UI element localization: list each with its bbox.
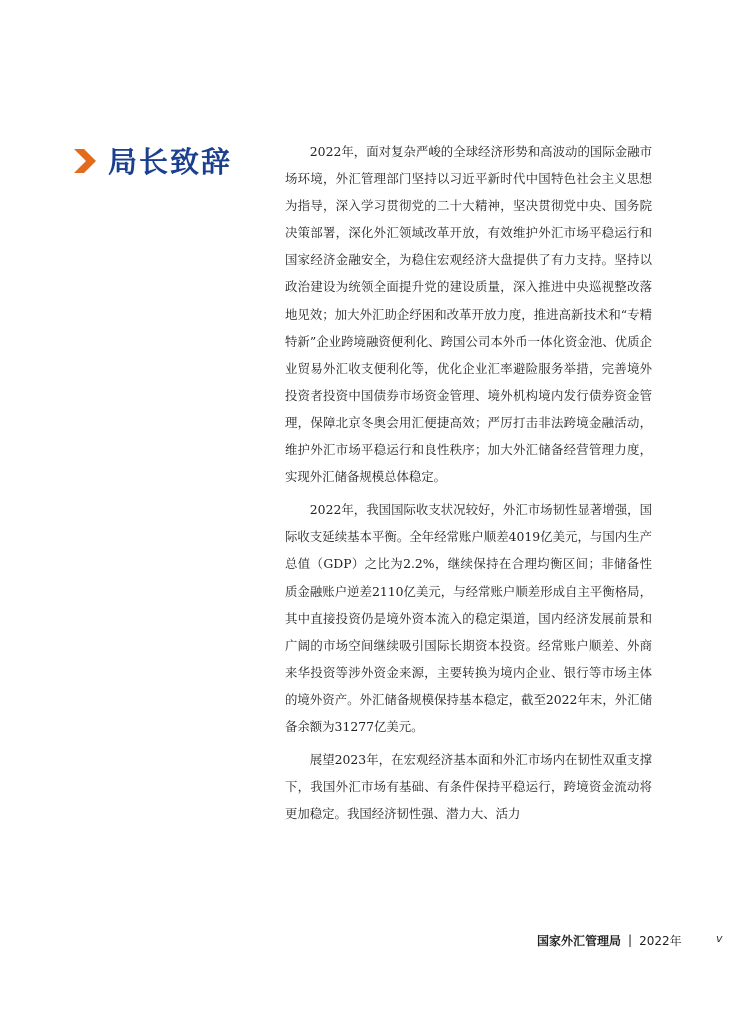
- section-title: 局长致辞: [108, 145, 233, 179]
- footer-separator: |: [628, 933, 633, 947]
- body-text: [285, 138, 652, 833]
- page-number: v: [716, 932, 723, 945]
- paragraph: 2022年，我国国际收支状况较好，外汇市场韧性显著增强，国际收支延续基本平衡。全年经常账户顺差4019亿美元，与国内生产总值（GDP）之比为2.2%，继续保持在合理均衡区间；非储备性质金融账户逆差2110亿美元，与经常账户顺差形成自主平衡格局，其中直接投资仍是境外资本流入的稳定渠道，国内经济发展前景和广阔的市场空间继续吸引国际长期资本投资。经常账户顺差、外商来华投资等涉外资金来源，主要转换为境内企业、银行等市场主体的境外资产。外汇储备规模保持基本稳定，截至2022年末，外汇储备余额为31277亿美元。: [285, 502, 652, 734]
- chevron-right-icon: [72, 146, 98, 176]
- page-footer: [537, 928, 682, 952]
- footer-org-name: 国家外汇管理局: [537, 933, 622, 948]
- footer-year: 2022年: [639, 933, 682, 948]
- paragraph: 展望2023年，在宏观经济基本面和外汇市场内在韧性双重支撑下，我国外汇市场有基础、有条件保持平稳运行，跨境资金流动将更加稳定。我国经济韧性强、潜力大、活力: [285, 752, 652, 822]
- section-header: [72, 140, 232, 181]
- paragraph: 2022年，面对复杂严峻的全球经济形势和高波动的国际金融市场环境，外汇管理部门坚持以习近平新时代中国特色社会主义思想为指导，深入学习贯彻党的二十大精神，坚决贯彻党中央、国务院决策部署，深化外汇领域改革开放，有效维护外汇市场平稳运行和国家经济金融安全，为稳住宏观经济大盘提供了有力支持。坚持以政治建设为统领全面提升党的建设质量，深入推进中央巡视整改落地见效；加大外汇助企纾困和改革开放力度，推进高新技术和“专精特新”企业跨境融资便利化、跨国公司本外币一体化资金池、优质企业贸易外汇收支便利化等，优化企业汇率避险服务举措，完善境外投资者投资中国债券市场资金管理、境外机构境内发行债券资金管理，保障北京冬奥会用汇便捷高效；严厉打击非法跨境金融活动，维护外汇市场平稳运行和良性秩序；加大外汇储备经营管理力度，实现外汇储备规模总体稳定。: [285, 144, 652, 485]
